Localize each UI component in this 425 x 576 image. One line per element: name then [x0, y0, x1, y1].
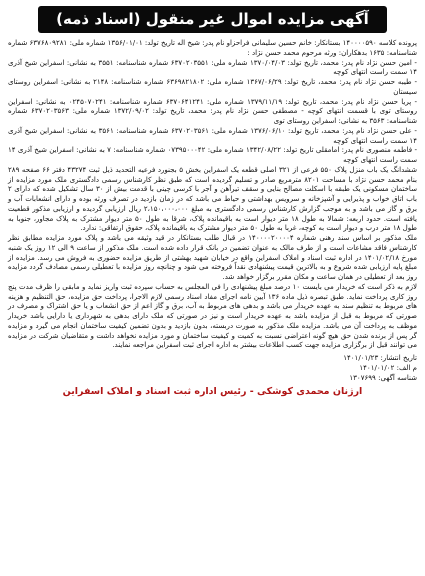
publish-date: تاریخ انتشار: ۱۴۰۱/۰۱/۲۳ [343, 353, 417, 362]
paragraph: - پریا حسن نژاد نام پدر: محمد، تاریخ تولد: ۱۳۷۹/۱۱/۱۹ شماره ملی: ۶۳۷۰۶۴۱۲۴۱ شماره شناسنامه: ۰۲۴۵۰۷۰۲۴۱ به نشانی: اسفراین روستای توی با قسمت انتهای کوچه - مصطفی حسن نژاد نام پدر: محمد، تاریخ تولد: ۱۳۷۲/۰۹/۰۲ شماره ملی: ۶۳۷۰۲۰۳۵۶۳ شماره شناسنامه: ۳۵۶۳ به نشانی: اسفراین روستای توی [8, 96, 417, 125]
paragraph: - فاطمه منصوری نام پدر: امامقلی تاریخ تولد: ۱۳۴۲/۰۸/۲۲ شماره ملی: ۰۷۳۹۵۰۰۰۴۲ شماره شناسنامه: ۷ به نشانی: اسفراین شیخ آذری ۱۴ سمت راست انتهای کوچه [8, 145, 417, 164]
paragraph: پرونده کلاسه ۱۴۰۰۰۰۵۹۰ بستانکار: خانم حسین سلیمانی فراحزاو نام پدر: شیخ اله تاریخ تولد: ۱۳۵۶/۰۱/۰۱ شماره ملی: ۶۳۷۶۸۰۹۲۸۱ شماره شناسنامه: ۱۶۳۵ بدهکاران: ورثه مرحوم محمد حسن نژاد : [8, 38, 418, 57]
notice-body [8, 38, 417, 350]
paragraph: ملک مذکور بر اساس سند رهنی شماره ۱۴۰۰۰۰۲۰۰۰۰۴ در قبال طلب بستانکار در قید وثیقه می باشد و پلاک مورد مزایده مطابق نظر کارشناس فاقد مشاعات است و از طرف مالک به عنوان تضمین در بانک قرار داده شده است. ملک مذکور از ساعت ۹ الی ۱۲ روز یک شنبه مورخ ۱۴۰۱/۰۲/۱۸ در اداره ثبت اسناد و املاک اسفراین واقع در خیابان شهید بهشتی از طریق مزایده حضوری به فروش می رسد. مزایده از مبلغ پایه ارزیابی شده شروع و به بالاترین قیمت پیشنهادی نقداً فروخته می شود و چنانچه روز مزایده با تعطیلی رسمی مصادف گردد مزایده روز بعد از تعطیلی در همان ساعت و مکان مقرر برگزار خواهد شد. [8, 233, 418, 281]
paragraph: - طیبه حسن نژاد نام پدر: محمد، تاریخ تولد: ۱۳۶۷/۰۶/۲۹ شماره ملی: ۶۳۶۹۸۲۱۸۰۲ شماره شناسنامه: ۲۱۴۸ به نشانی: اسفراین روستای سیستان [8, 77, 417, 96]
paragraph: - امین حسن نژاد نام پدر: محمد، تاریخ تولد: ۱۳۷۰/۰۴/۰۳ شماره ملی: ۶۳۷۰۲۰۳۵۵۱ شماره شناسنامه: ۳۵۵۱ به نشانی: اسفراین شیخ آذری ۱۴ سمت راست انتهای کوچه [8, 57, 417, 77]
signature: ارژنان محمدی کوشکی - رئیس اداره ثبت اسناد و املاک اسفراین [62, 386, 363, 398]
notice-footer [8, 353, 417, 382]
notice-title: آگهی مزایده اموال غیر منقول (اسناد ذمه) [38, 6, 387, 33]
paragraph: - علی حسن نژاد نام پدر: محمد، تاریخ تولد: ۱۳۷۶/۰۶/۱۰ شماره ملی: ۶۳۷۰۲۰۳۵۶۱ شماره شناسنامه: ۳۵۶۱ به نشانی: اسفراین شیخ آذری ۱۴ سمت راست انتهای کوچه [8, 125, 417, 145]
notice-id: شناسه آگهی: ۱۳۰۷۶۹۹ [349, 372, 417, 382]
paragraph: ششدانگ یک باب منزل پلاک ۵۵۰ فرعی از ۳۲۱ اصلی قطعه یک اسفراین بخش ۵ بجنورد فرعیه التحدید ذیل ثبت ۴۳۲۷۴ دفتر ۶۶ صفحه ۲۸۹ بنام محمد حسن نژاد با مساحت ۸۲۰۱ مترمربع صادر و تسلیم گردیده است که طبق نظر کارشناس رسمی دادگستری ملک مورد مزایده از ساختمان مسکونی یک طبقه با اسکلت مصالح بنایی و سقف تیرآهن و آجر با کرسی چینی با قدمت بیش از ۳۰ سال تشکیل شده که دارای ۲ باب اتاق خواب و پذیرایی و آشپزخانه و سرویس بهداشتی و حیاط می باشد که در زمان بازدید در تصرف ورثه بوده و دارای انشعابات آب و برق و گاز می باشد و به موجب گزارش کارشناس رسمی دادگستری به مبلغ ۲،۱۵۰،۰۰۰،۰۰۰ ریال ارزیابی گردیده و ارزیابی مذکور قطعیت یافته است. حدود اربعه: شمالا به طول ۱۸ متر دیوار است به باقیمانده پلاک، شرقا به طول ۵۰ متر دیوار مشترک به پلاک مجاور، جنوبا به طول ۱۸ متر درب و دیوار است به کوچه، غربا به طول ۵۰ متر دیوار مشترک به باقیمانده پلاک، حقوق ارتفاقی: ندارد. [8, 164, 418, 233]
paragraph: لازم به ذکر است که خریدار می بایست ۱۰ درصد مبلغ پیشنهادی را فی المجلس به حساب سپرده ثبت واریز نماید و مابقی را ظرف مدت پنج روز کاری پرداخت نماید. طبق تبصره ذیل ماده ۱۳۶ آیین نامه اجرای مفاد اسناد رسمی لازم الاجرا، پرداخت حق مزایده، حق التنظیم و هزینه های مربوط به تنظیم سند به عهده خریدار می باشد و بدهی های مربوط به آب، برق و گاز اعم از حق انشعاب و یا حق اشتراک و مصرف در صورتی که مربوط به قبل از مزایده باشد به عهده خریدار است و نیز در صورتی که ملک دارای بدهی به شهرداری یا دارایی باشد خریدار موظف به پرداخت آن می باشد. مزایده ملک مذکور به صورت دربسته، بدون بازدید و بدون تضمین کیفیت ساختمان انجام می گیرد و مزایده گر پس از برنده شدن حق هیچ گونه اعتراضی نسبت به کمیت و کیفیت ساختمان و مورد مزایده نخواهد داشت و متقاضیان شرکت در مزایده می توانند قبل از برگزاری مزایده جهت کسب اطلاعات بیشتر به اداره اجرای ثبت اسفراین مراجعه نمایند. [8, 281, 417, 350]
title-wrap [8, 6, 417, 33]
reference-code: م الف: ۱۴۰۱/۰۱/۰۲ [359, 362, 417, 372]
